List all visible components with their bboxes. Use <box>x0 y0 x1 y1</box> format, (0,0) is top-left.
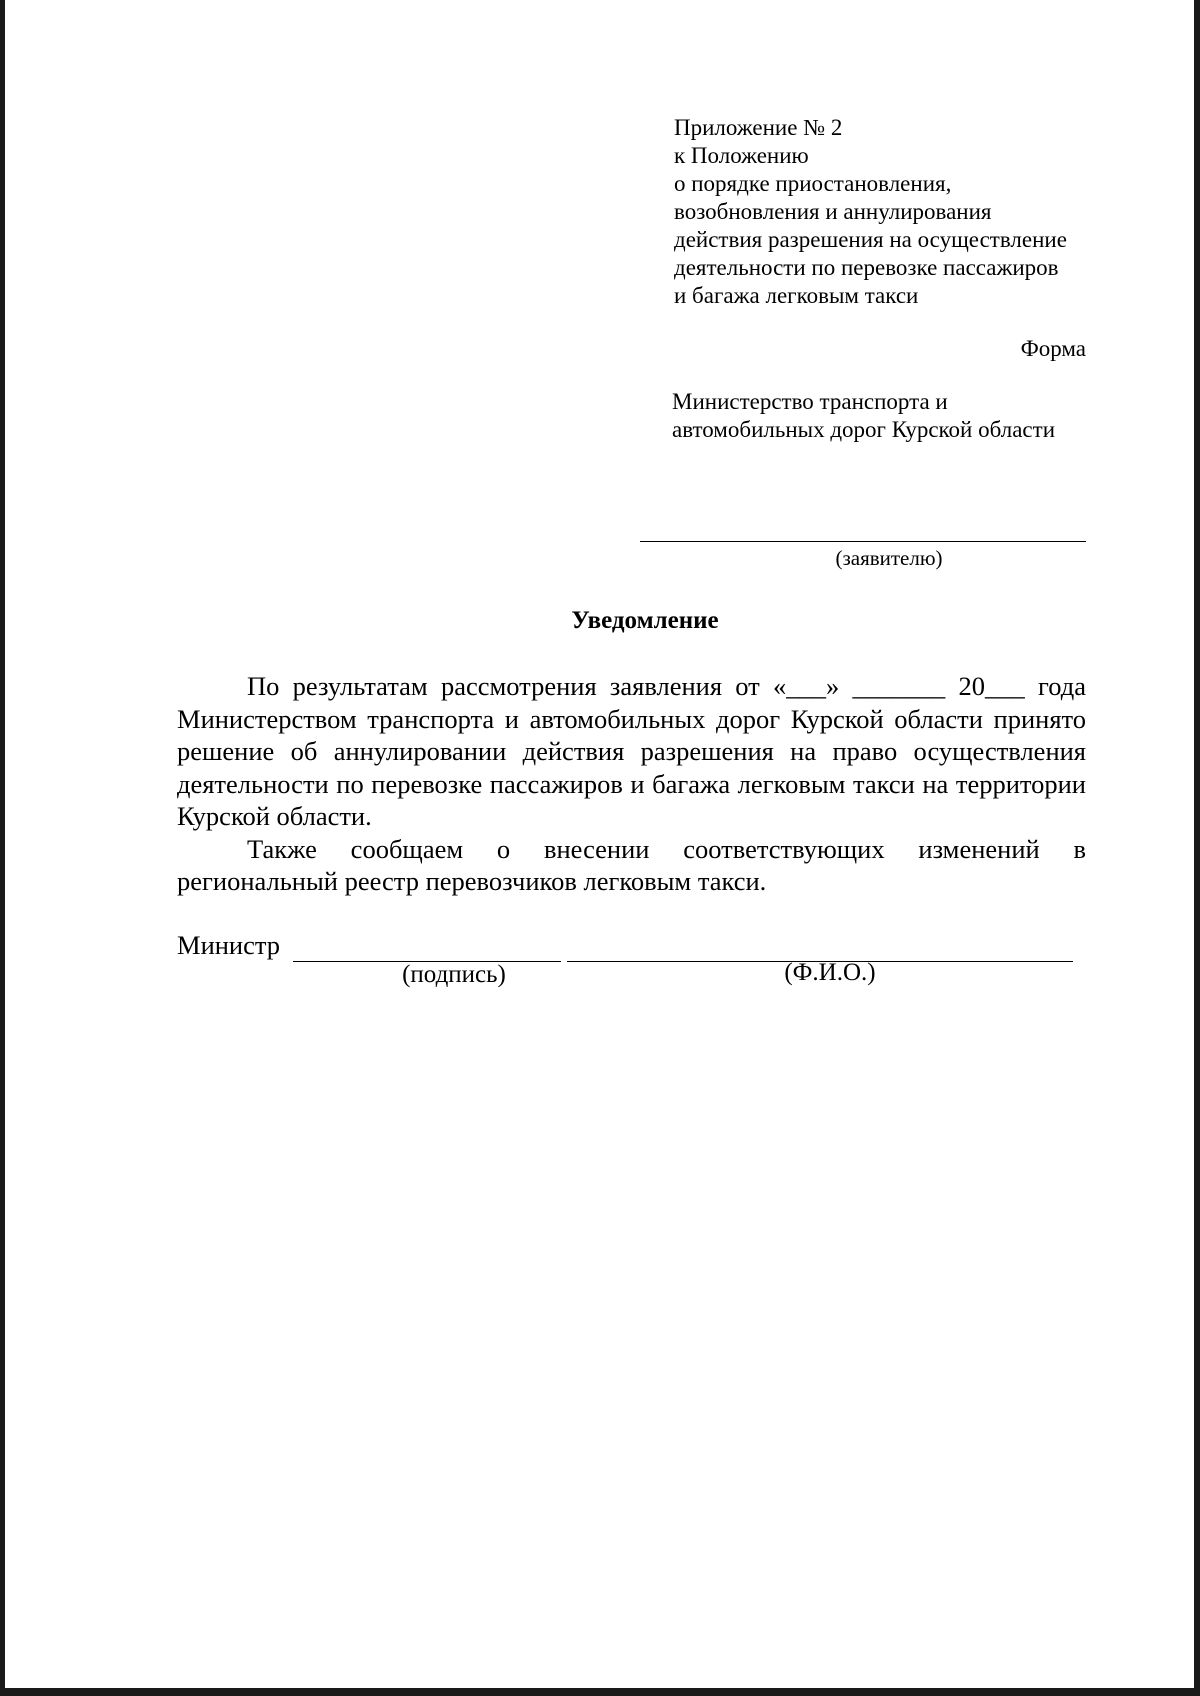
signatory-role: Министр <box>177 930 281 960</box>
appendix-line: возобновления и аннулирования <box>674 199 992 224</box>
appendix-line: деятельности по перевозке пассажиров <box>674 255 1059 280</box>
notice-paragraph: Также сообщаем о внесении соответствующих изменений в региональный реестр перевозчиков легковым такси. <box>177 833 1086 896</box>
document-title: Уведомление <box>571 607 719 634</box>
notice-paragraph: По результатам рассмотрения заявления от «___» _______ 20___ года Министерством транспорта и автомобильных дорог Курской области принято решение об аннулировании действия разрешения на право осуществления деятельности по перевозке пассажиров и багажа легковым такси на территории Курской области. <box>177 671 1086 831</box>
ministry-line: автомобильных дорог Курской области <box>672 417 1056 442</box>
name-caption: (Ф.И.О.) <box>784 959 876 986</box>
recipient-ministry <box>672 388 1055 444</box>
scan-border-left <box>0 0 5 1696</box>
notice-body <box>177 670 1086 898</box>
appendix-line: действия разрешения на осуществление <box>674 227 1067 252</box>
appendix-line: Приложение № 2 <box>674 115 843 140</box>
appendix-line: о порядке приостановления, <box>674 171 952 196</box>
applicant-blank-line <box>640 541 1086 542</box>
appendix-line: и багажа легковым такси <box>674 283 919 308</box>
appendix-line: к Положению <box>674 143 809 168</box>
ministry-line: Министерство транспорта и <box>672 389 948 414</box>
applicant-caption: (заявителю) <box>835 546 943 570</box>
appendix-header <box>674 114 1067 310</box>
scan-border-right <box>1194 0 1200 1696</box>
form-label: Форма <box>1020 336 1086 361</box>
signature-caption: (подпись) <box>402 961 506 988</box>
scan-border-bottom <box>0 1688 1200 1696</box>
